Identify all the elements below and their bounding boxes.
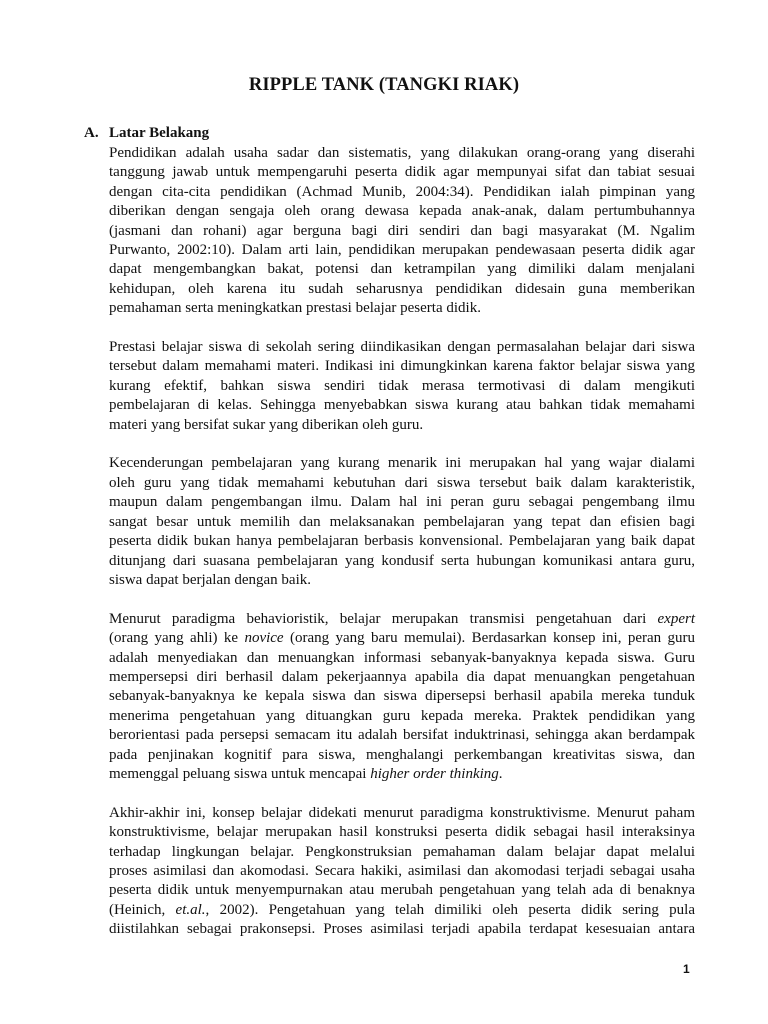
body-text	[109, 144, 695, 959]
text-line: tersebut dalam memahami materi. Indikasi ini dimungkinkan karena faktor belajar siswa yang	[109, 358, 695, 375]
page-number: 1	[683, 962, 690, 976]
text-line: pada penjinakan kognitif para siswa, menghalangi perkembangan kreativitas siswa, dan	[109, 746, 695, 763]
text-line: Purwanto, 2002:10). Dalam arti lain, pendidikan merupakan pendewasaan peserta didik agar	[109, 242, 695, 259]
text-line: konstruktivisme, belajar merupakan hasil konstruksi peserta didik sebagai hasil interaksinya	[109, 824, 695, 841]
text-line: diberikan dengan sengaja oleh orang dewasa kepada anak-anak, dalam pertumbuhannya	[109, 203, 695, 220]
text-line: menerima pengetahuan yang dituangkan guru kepada mereka. Praktek pendidikan yang	[109, 707, 695, 724]
text-line: ditunjang dari suasana pembelajaran yang kondusif serta hubungan komunikasi antara guru,	[109, 552, 695, 569]
text-line: proses asimilasi dan akomodasi. Secara hakiki, asimilasi dan akomodasi terjadi sebagai usaha	[109, 862, 695, 879]
paragraph	[109, 610, 695, 785]
text-line: sangat besar untuk memilih dan melaksanakan pembelajaran yang tepat dan efisien bagi	[109, 513, 695, 530]
text-line: (jasmani dan rohani) agar berguna bagi diri sendiri dan bagi masyarakat (M. Ngalim	[109, 222, 695, 239]
text-line: tanggung jawab untuk mempengaruhi peserta didik agar mempunyai sifat dan tabiat sesuai	[109, 164, 695, 181]
text-line: Pendidikan adalah usaha sadar dan sistematis, yang dilakukan orang-orang yang diserahi	[109, 145, 695, 161]
text-line: peserta didik bukan hanya pembelajaran berbasis konvensional. Pembelajaran yang baik dapat	[109, 533, 695, 550]
section-letter: A.	[84, 125, 99, 141]
text-line: berorientasi pada persepsi semacam itu adalah bersifat induktrinasi, sehingga akan berdampak	[109, 727, 695, 744]
text-line: maupun dalam pengembangan ilmu. Dalam hal ini peran guru sebagai pengembang ilmu	[109, 494, 695, 511]
text-line: oleh guru yang tidak memahami kebutuhan dari siswa tersebut baik dalam karakteristik,	[109, 474, 695, 491]
text-line: sebanyak-banyaknya ke kepala siswa dan siswa dipersepsi berhasil apabila mereka tunduk	[109, 688, 695, 705]
text-line: dapat mengembangkan bakat, potensi dan ketrampilan yang dimiliki dalam menjalani	[109, 261, 695, 278]
document-title: RIPPLE TANK (TANGKI RIAK)	[248, 75, 520, 95]
text-line: peserta didik untuk menyempurnakan atau merubah pengetahuan yang telah ada di benaknya	[109, 882, 695, 899]
text-line: diistilahkan sebagai prakonsepsi. Proses asimilasi terjadi apabila terdapat kesesuaian antara	[109, 921, 695, 938]
paragraph	[109, 454, 695, 590]
text-line: materi yang bersifat sukar yang diberikan oleh guru.	[109, 416, 424, 433]
text-line: adalah menyediakan dan menuangkan informasi sebanyak-banyaknya kepada siswa. Guru	[109, 649, 695, 666]
text-line: Menurut paradigma behavioristik, belajar merupakan transmisi pengetahuan dari expert	[109, 610, 695, 627]
text-line: Kecenderungan pembelajaran yang kurang menarik ini merupakan hal yang wajar dialami	[109, 455, 695, 472]
text-line: pembelajaran di kelas. Sehingga menyebabkan siswa kurang atau bahkan tidak memahami	[109, 397, 695, 414]
text-line: kehidupan, oleh karena itu sudah seharusnya pendidikan didesain guna memberikan	[109, 280, 695, 297]
section-heading	[84, 125, 209, 142]
text-line: mempersepsi diri berhasil dalam pekerjaannya apabila dia dapat menuangkan pengetahuan	[109, 668, 695, 685]
text-line: (Heinich, et.al., 2002). Pengetahuan yang telah dimiliki oleh peserta didik sering pula	[109, 901, 695, 918]
text-line: pemahaman serta meningkatkan prestasi belajar peserta didik.	[109, 300, 481, 317]
text-line: kurang efektif, bahkan siswa sendiri tidak merasa termotivasi di dalam mengikuti	[109, 377, 695, 394]
text-line: siswa dapat berjalan dengan baik.	[109, 571, 312, 588]
text-line: terhadap lingkungan belajar. Pengkonstruksian pemahaman dalam belajar dapat melalui	[109, 843, 695, 860]
text-line: Akhir-akhir ini, konsep belajar didekati menurut paradigma konstruktivisme. Menurut paham	[109, 804, 695, 821]
text-line: (orang yang ahli) ke novice (orang yang baru memulai). Berdasarkan konsep ini, peran guru	[109, 630, 695, 647]
section-heading-text: Latar Belakang	[109, 125, 210, 141]
text-line: Prestasi belajar siswa di sekolah sering diindikasikan dengan permasalahan belajar dari siswa	[109, 339, 695, 356]
text-line: dengan cita-cita pendidikan (Achmad Munib, 2004:34). Pendidikan ialah pimpinan yang	[109, 183, 695, 200]
text-line: memenggal peluang siswa untuk mencapai higher order thinking.	[109, 765, 503, 782]
paragraph	[109, 338, 695, 435]
paragraph	[109, 804, 695, 940]
paragraph	[109, 144, 695, 319]
